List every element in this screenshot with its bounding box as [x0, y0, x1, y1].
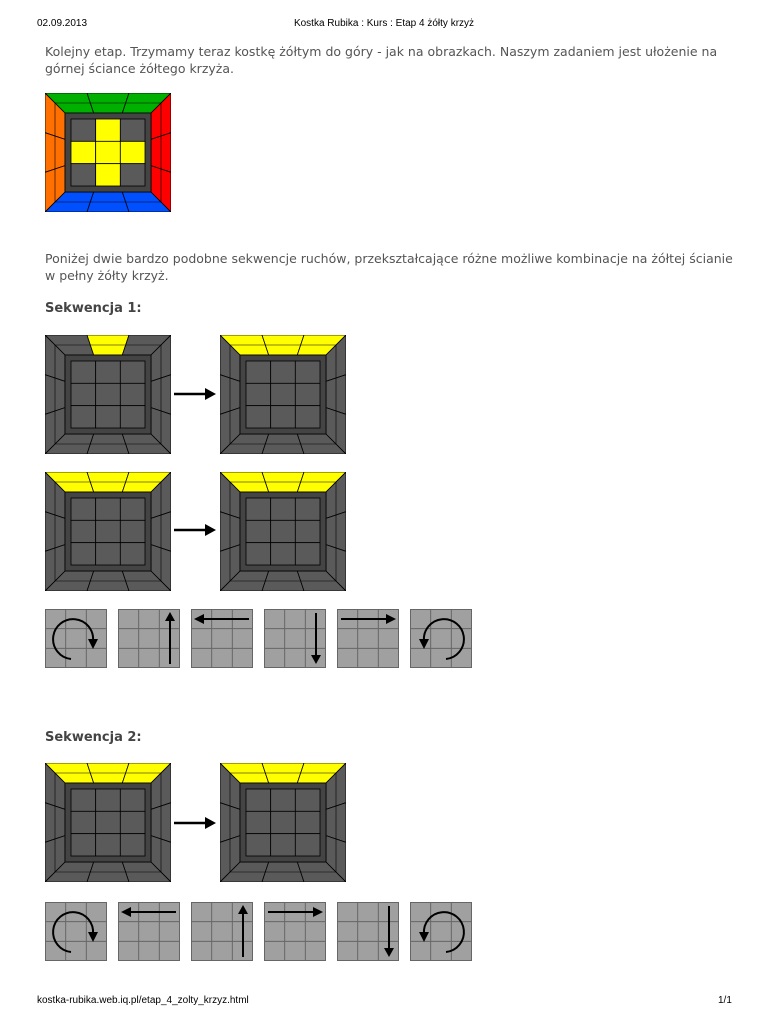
arrow-right-icon: [337, 609, 399, 668]
rotate-counterclockwise-icon: [410, 609, 472, 668]
arrow-right-icon: [172, 523, 217, 537]
rotate-clockwise-icon: [45, 609, 107, 668]
footer-page: 1/1: [718, 995, 732, 1006]
cube-seq2-before: [45, 763, 171, 882]
cube-yellow-cross-goal: [45, 93, 171, 212]
footer-url: kostka-rubika.web.iq.pl/etap_4_zolty_krzyz.html: [37, 995, 249, 1006]
intro-text: Kolejny etap. Trzymamy teraz kostkę żółtym do góry - jak na obrazkach. Naszym zadaniem jest ułożenie na górnej ściance żółtego krzyża.: [45, 44, 718, 76]
header-title: Kostka Rubika : Kurs : Etap 4 żółty krzyż: [293, 18, 475, 29]
sequence1-title: Sekwencja 1:: [45, 301, 142, 316]
arrow-left-icon: [118, 902, 180, 961]
cube-seq1-case2-before: [45, 472, 171, 591]
arrow-up-icon: [191, 902, 253, 961]
rotate-counterclockwise-icon: [410, 902, 472, 961]
arrow-right-icon: [172, 387, 217, 401]
header-date: 02.09.2013: [37, 18, 88, 29]
arrow-up-icon: [118, 609, 180, 668]
description-text: Poniżej dwie bardzo podobne sekwencje ruchów, przekształcające różne możliwe kombinacje na żółtej ścianie w pełny żółty krzyż.: [45, 251, 733, 283]
arrow-down-icon: [337, 902, 399, 961]
arrow-left-icon: [191, 609, 253, 668]
cube-seq1-case2-after: [220, 472, 346, 591]
arrow-down-icon: [264, 609, 326, 668]
arrow-right-icon: [172, 816, 217, 830]
rotate-clockwise-icon: [45, 902, 107, 961]
cube-seq1-case1-before: [45, 335, 171, 454]
sequence2-title: Sekwencja 2:: [45, 730, 142, 745]
cube-seq1-case1-after: [220, 335, 346, 454]
arrow-right-icon: [264, 902, 326, 961]
cube-seq2-after: [220, 763, 346, 882]
